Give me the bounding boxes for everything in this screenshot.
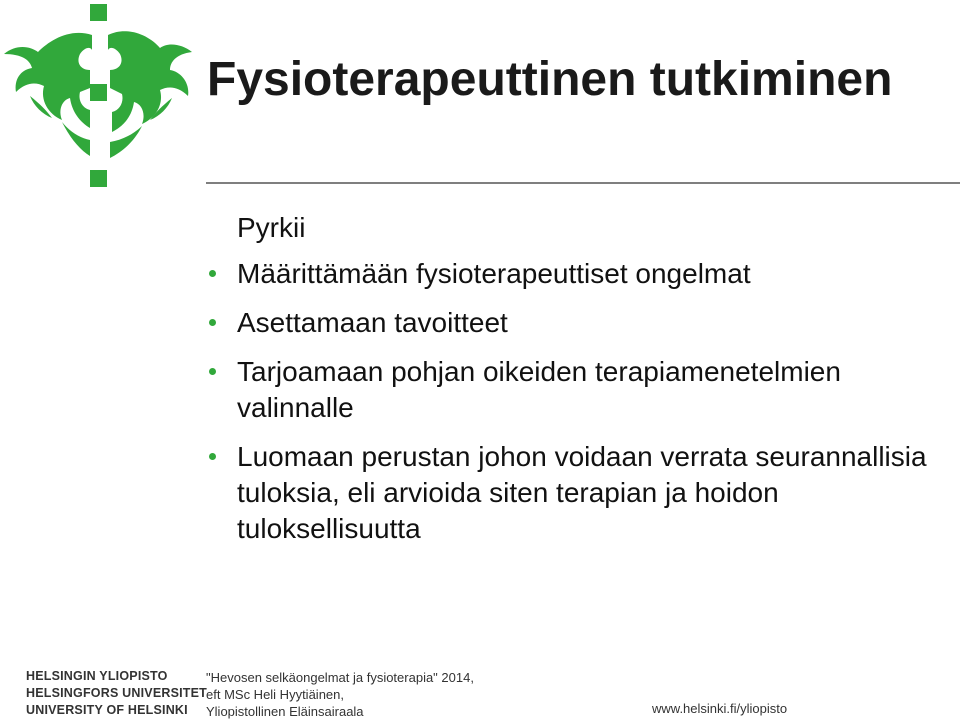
university-name-en: UNIVERSITY OF HELSINKI (26, 703, 188, 717)
bullet-text: Luomaan perustan johon voidaan verrata seurannallisia tuloksia, eli arvioida siten terapian ja hoidon tuloksellisuutta (237, 441, 927, 544)
slide-body (237, 210, 937, 560)
bullet-text: Asettamaan tavoitteet (237, 307, 508, 338)
bullet-item (237, 256, 937, 292)
university-name-sv: HELSINGFORS UNIVERSITET (26, 686, 208, 700)
source-line: "Hevosen selkäongelmat ja fysioterapia" 2014, (206, 670, 474, 685)
bullet-text: Tarjoamaan pohjan oikeiden terapiamenetelmien valinnalle (237, 356, 841, 423)
university-logo-icon (0, 0, 200, 190)
footer-url: www.helsinki.fi/yliopisto (652, 701, 788, 716)
source-line: Yliopistollinen Eläinsairaala (206, 704, 364, 719)
bullet-item (237, 305, 937, 341)
bullet-item (237, 354, 937, 426)
bullet-dot-icon (209, 368, 216, 375)
title-divider (206, 182, 960, 184)
bullet-dot-icon (209, 270, 216, 277)
bullet-text: Määrittämään fysioterapeuttiset ongelmat (237, 258, 751, 289)
source-credit (206, 669, 474, 720)
source-line: eft MSc Heli Hyytiäinen, (206, 687, 344, 702)
lead-text: Pyrkii (237, 212, 306, 243)
bullet-item (237, 439, 937, 547)
bullet-dot-icon (209, 453, 216, 460)
slide-title: Fysioterapeuttinen tutkiminen (207, 53, 893, 106)
university-name-fi: HELSINGIN YLIOPISTO (26, 669, 168, 683)
bullet-dot-icon (209, 319, 216, 326)
university-name-block (26, 668, 207, 719)
bullet-list (237, 256, 937, 547)
